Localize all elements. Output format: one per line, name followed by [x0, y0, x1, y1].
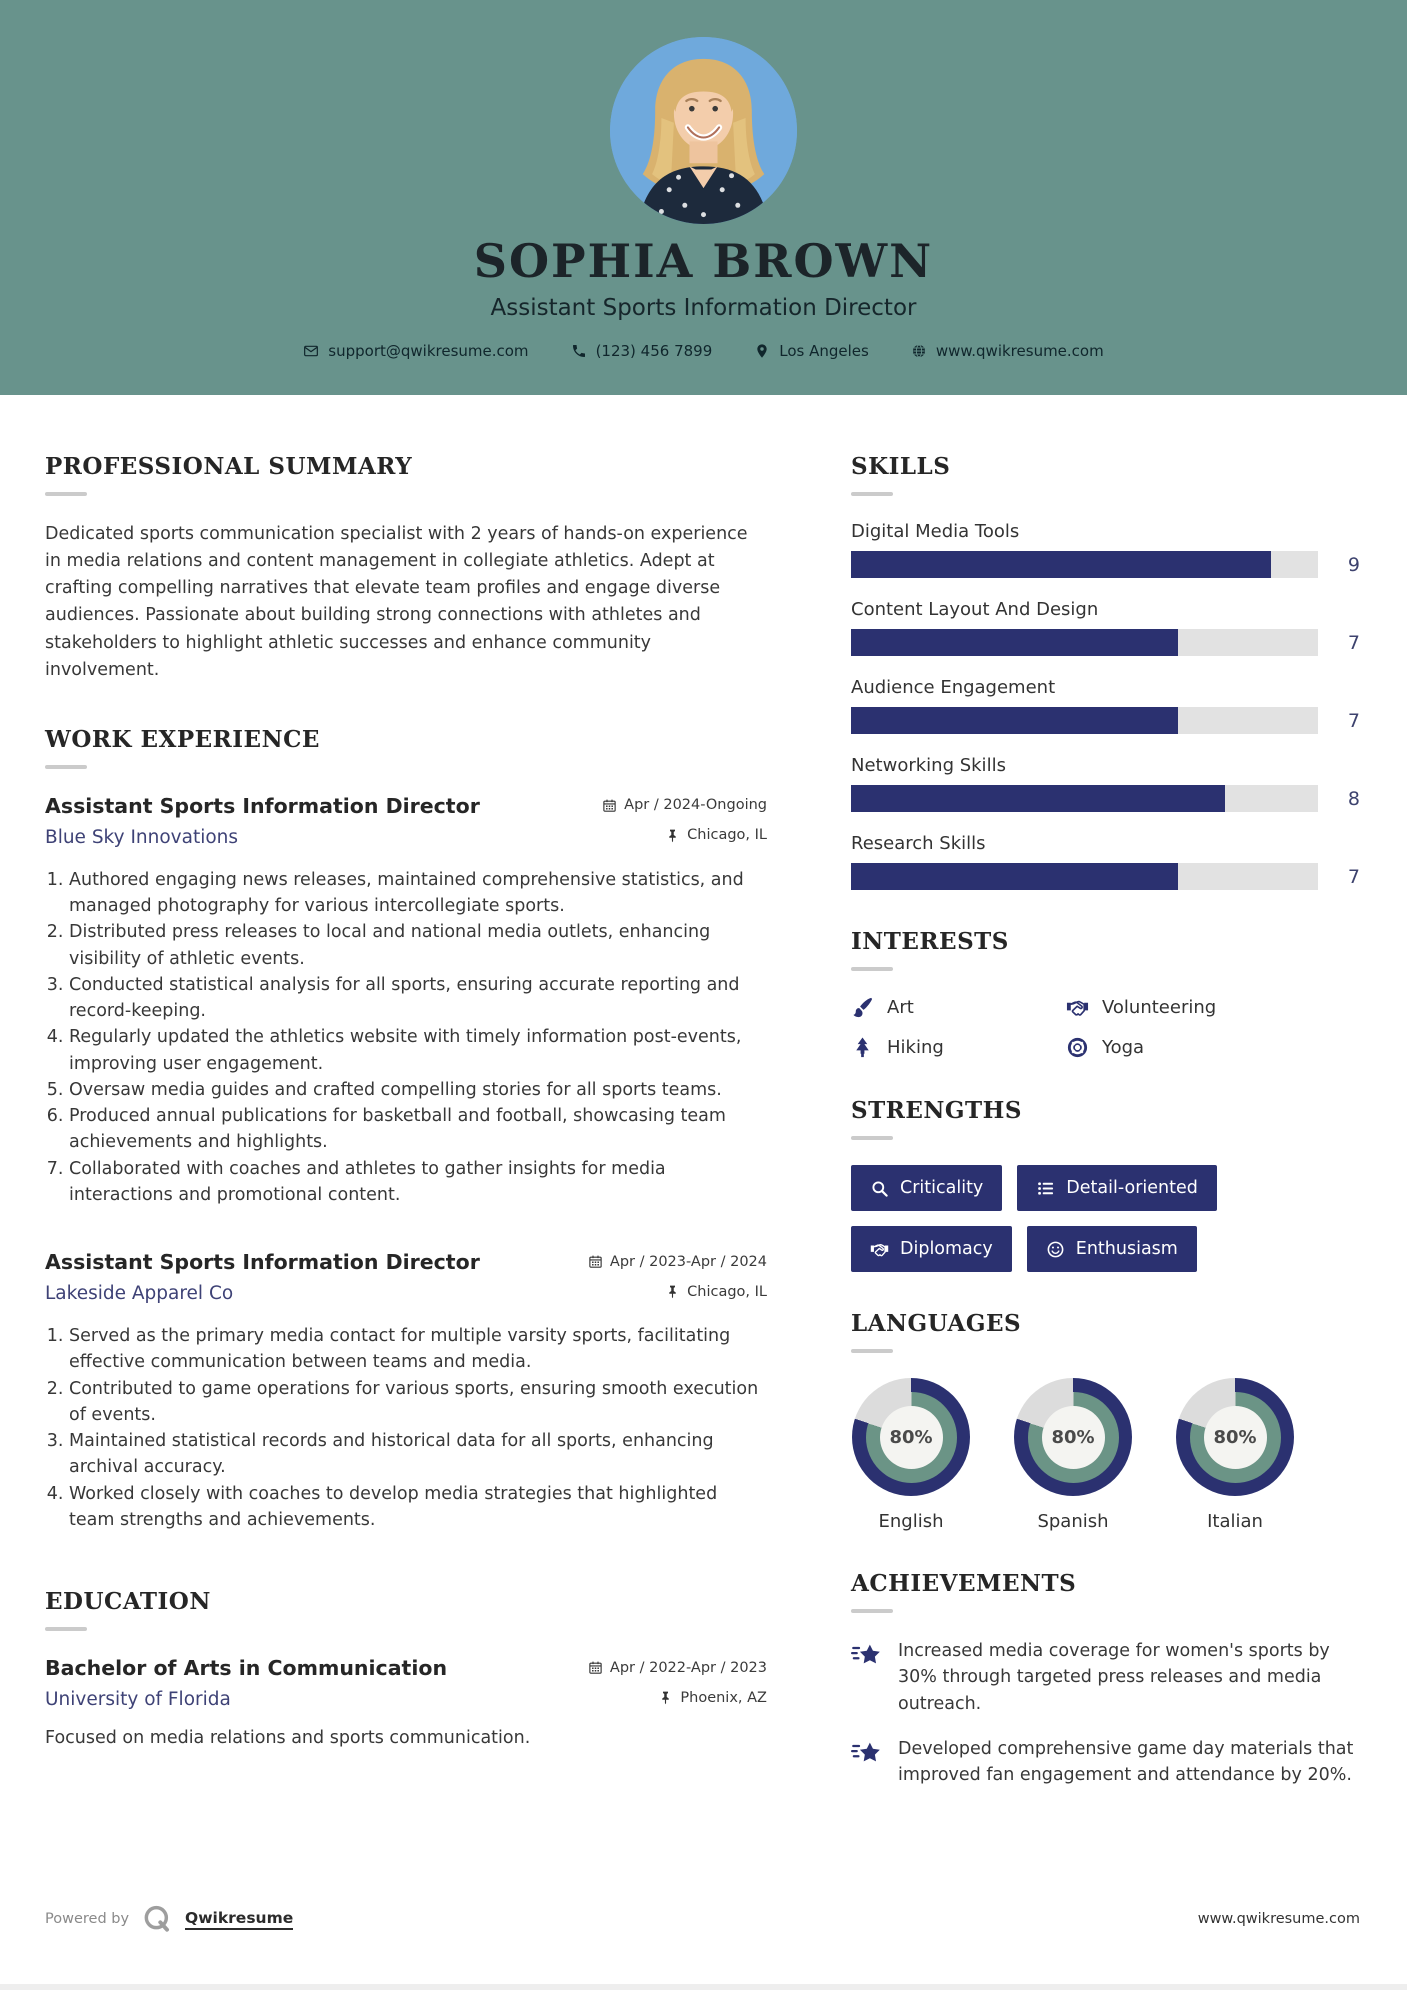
skill-score: 7 [1347, 865, 1360, 888]
language-percent: 80% [1051, 1426, 1095, 1448]
smiley-icon [1046, 1240, 1065, 1259]
bullet: 4. Worked closely with coaches to develop media strategies that highlighted team strengths and achievements. [69, 1481, 767, 1534]
language-percent: 80% [889, 1426, 933, 1448]
interest-yoga: Yoga [1066, 1036, 1360, 1059]
language-spanish [1013, 1378, 1133, 1532]
interests-section [851, 928, 1360, 1059]
shooting-star-icon [851, 1640, 883, 1672]
bullet: 1. Served as the primary media contact for multiple varsity sports, facilitating effective communication between teams and media. [69, 1323, 767, 1376]
languages-section [851, 1310, 1360, 1532]
heading-underline [851, 1349, 893, 1353]
education-note: Focused on media relations and sports communication. [45, 1728, 531, 1748]
interest-volunteering: Volunteering [1066, 996, 1360, 1019]
bullet: 5. Oversaw media guides and crafted compelling stories for all sports teams. [69, 1077, 767, 1103]
content-columns [0, 395, 1407, 1807]
skill-bar [851, 707, 1318, 734]
job-title: Assistant Sports Information Director [45, 793, 480, 818]
interest-hiking: Hiking [851, 1036, 1066, 1059]
language-donut [1176, 1378, 1294, 1496]
heading-underline [851, 967, 893, 971]
shooting-star-icon [851, 1738, 883, 1770]
strengths-heading: STRENGTHS [851, 1097, 1022, 1124]
languages-heading: LANGUAGES [851, 1310, 1022, 1337]
list-icon [1036, 1179, 1055, 1198]
calendar-icon [588, 1254, 603, 1269]
bullet: 4. Regularly updated the athletics website with timely information post-events, improving user engagement. [69, 1024, 767, 1077]
education-heading: EDUCATION [45, 1588, 211, 1615]
skill-bar [851, 551, 1318, 578]
pushpin-icon [658, 1690, 673, 1705]
heading-underline [45, 765, 87, 769]
pushpin-icon [665, 828, 680, 843]
powered-by: Powered by Qwikresume [45, 1903, 293, 1935]
contact-location: Los Angeles [754, 342, 869, 360]
education-dates: Apr / 2022-Apr / 2023 [588, 1660, 767, 1676]
skill-bar-fill [851, 629, 1178, 656]
skill-bar-fill [851, 785, 1225, 812]
bottom-strip [0, 1984, 1407, 1990]
degree-title: Bachelor of Arts in Communication [45, 1656, 448, 1680]
company-name: Blue Sky Innovations [45, 826, 239, 848]
paintbrush-icon [851, 996, 874, 1019]
job-bullets [45, 867, 767, 1208]
calendar-icon [588, 1660, 603, 1675]
achievement-item: Increased media coverage for women's sports by 30% through targeted press releases and media outreach. [851, 1638, 1360, 1717]
skill-item: Research Skills 7 [851, 833, 1360, 890]
summary-text: Dedicated sports communication specialist with 2 years of hands-on experience in media relations and content management in collegiate athletics. Adept at crafting compelling narratives that elevate team profiles and engage diverse audiences. Passionate about building strong connections with athletes and stakeholders to highlight athletic successes and enhance community involvement. [45, 524, 748, 680]
job-location: Chicago, IL [665, 827, 767, 843]
strength-criticality: Criticality [851, 1165, 1002, 1211]
strength-enthusiasm: Enthusiasm [1027, 1226, 1197, 1272]
skill-item: Networking Skills 8 [851, 755, 1360, 812]
email-icon [303, 343, 319, 359]
skill-score: 7 [1347, 631, 1360, 654]
bullet: 3. Conducted statistical analysis for all sports, ensuring accurate reporting and record-keeping. [69, 972, 767, 1025]
bullet: 2. Distributed press releases to local and national media outlets, enhancing visibility of athletic events. [69, 919, 767, 972]
skill-item: Digital Media Tools 9 [851, 521, 1360, 578]
strength-detail-oriented: Detail-oriented [1017, 1165, 1217, 1211]
work-heading: WORK EXPERIENCE [45, 725, 320, 753]
job-bullets [45, 1323, 767, 1533]
company-name: Lakeside Apparel Co [45, 1283, 234, 1304]
language-name: Italian [1207, 1511, 1263, 1532]
skills-section [851, 453, 1360, 890]
portrait-illustration [610, 37, 797, 224]
job-dates: Apr / 2024-Ongoing [602, 797, 767, 813]
contact-bar [0, 342, 1407, 360]
language-italian [1175, 1378, 1295, 1532]
phone-icon [571, 343, 587, 359]
footer-website[interactable]: www.qwikresume.com [1197, 1911, 1360, 1927]
skills-heading: SKILLS [851, 453, 951, 480]
contact-phone[interactable]: (123) 456 7899 [571, 342, 713, 360]
skill-bar [851, 629, 1318, 656]
skill-score: 7 [1347, 709, 1360, 732]
job-entry-1 [45, 794, 767, 1208]
language-english [851, 1378, 971, 1532]
strength-diplomacy: Diplomacy [851, 1226, 1012, 1272]
summary-heading: PROFESSIONAL SUMMARY [45, 453, 413, 480]
handshake-icon [1066, 996, 1089, 1019]
heading-underline [45, 492, 87, 496]
bullet: 6. Produced annual publications for basketball and football, showcasing team achievements and highlights. [69, 1103, 767, 1156]
person-title: Assistant Sports Information Director [490, 295, 917, 321]
handshake-icon [870, 1240, 889, 1259]
skill-score: 8 [1347, 787, 1360, 810]
skill-bar-fill [851, 551, 1271, 578]
language-name: Spanish [1037, 1511, 1109, 1532]
left-column [45, 453, 767, 1807]
interests-heading: INTERESTS [851, 928, 1009, 955]
language-name: English [878, 1511, 944, 1532]
globe-icon [911, 343, 927, 359]
heading-underline [851, 492, 893, 496]
job-location: Chicago, IL [665, 1284, 767, 1300]
bullet: 2. Contributed to game operations for various sports, ensuring smooth execution of events. [69, 1376, 767, 1429]
job-title: Assistant Sports Information Director [45, 1250, 480, 1274]
job-entry-2 [45, 1250, 767, 1533]
qwikresume-link[interactable]: Qwikresume [185, 1909, 293, 1930]
interest-art: Art [851, 996, 1066, 1019]
achievements-heading: ACHIEVEMENTS [851, 1570, 1077, 1597]
skill-bar [851, 863, 1318, 890]
bullet: 7. Collaborated with coaches and athletes to gather insights for media interactions and promotional content. [69, 1156, 767, 1209]
work-experience-section [45, 726, 767, 1533]
heading-underline [851, 1609, 893, 1613]
heading-underline [851, 1136, 893, 1140]
pushpin-icon [665, 1284, 680, 1299]
job-dates: Apr / 2023-Apr / 2024 [588, 1254, 767, 1270]
achievements-section [851, 1570, 1360, 1788]
bullet: 3. Maintained statistical records and historical data for all sports, enhancing archival accuracy. [69, 1428, 767, 1481]
summary-section [45, 453, 767, 684]
skill-score: 9 [1347, 553, 1360, 576]
language-donut [1014, 1378, 1132, 1496]
skill-bar-fill [851, 707, 1178, 734]
lifebuoy-icon [1066, 1036, 1089, 1059]
search-icon [870, 1179, 889, 1198]
calendar-icon [602, 798, 617, 813]
achievement-item: Developed comprehensive game day materials that improved fan engagement and attendance by 20%. [851, 1736, 1360, 1789]
skill-bar [851, 785, 1318, 812]
location-icon [754, 343, 770, 359]
footer [45, 1903, 1360, 1935]
language-donut [852, 1378, 970, 1496]
education-location: Phoenix, AZ [658, 1690, 767, 1706]
person-name: SOPHIA BROWN [473, 234, 934, 288]
language-percent: 80% [1213, 1426, 1257, 1448]
skill-item: Content Layout And Design 7 [851, 599, 1360, 656]
school-name: University of Florida [45, 1689, 231, 1710]
skill-item: Audience Engagement 7 [851, 677, 1360, 734]
skill-bar-fill [851, 863, 1178, 890]
pine-tree-icon [851, 1036, 874, 1059]
right-column [851, 453, 1360, 1807]
header-banner [0, 0, 1407, 395]
contact-email[interactable]: support@qwikresume.com [303, 342, 528, 360]
strengths-section [851, 1097, 1360, 1272]
heading-underline [45, 1627, 87, 1631]
profile-photo [610, 37, 797, 224]
qwikresume-logo-icon [141, 1903, 173, 1935]
bullet: 1. Authored engaging news releases, maintained comprehensive statistics, and managed photography for various intercollegiate sports. [69, 867, 767, 920]
education-section [45, 1588, 767, 1752]
contact-website[interactable]: www.qwikresume.com [911, 342, 1104, 360]
